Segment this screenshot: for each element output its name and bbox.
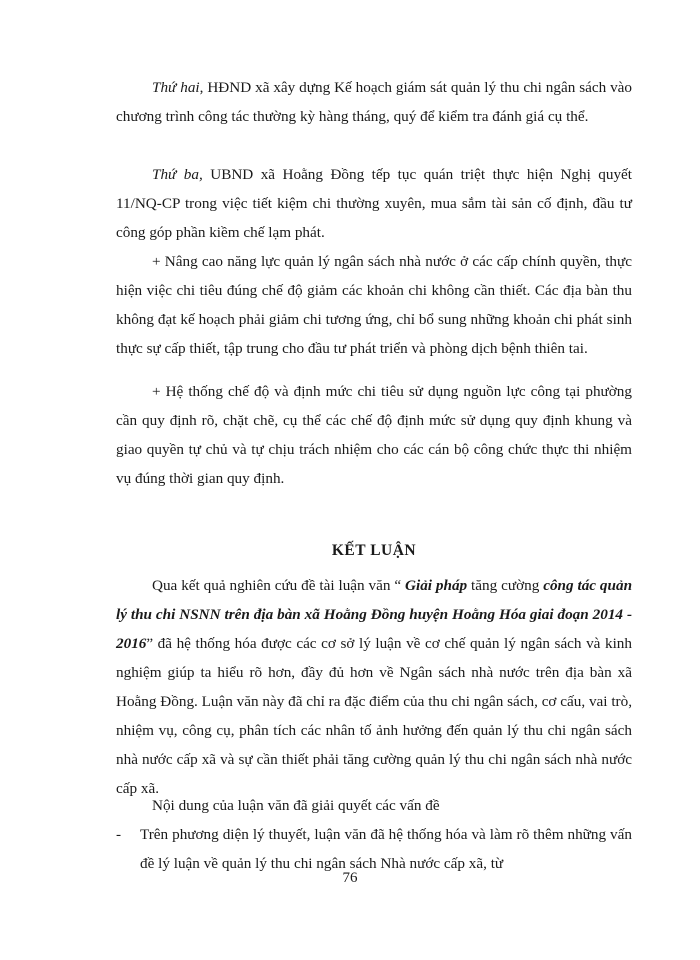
intro-pre: Qua kết quả nghiên cứu đề tài luận văn “ <box>152 577 406 594</box>
thesis-title-a: Giải pháp <box>405 577 468 594</box>
paragraph-he-thong: + Hệ thống chế độ và định mức chi tiêu sử dụng nguồn lực công tại phường cần quy định rõ, chặt chẽ, cụ thể các chế độ định mức sử dụng quy định khung và giao quyền tự chủ và tự chịu trách nhiệm cho các cán bộ công chức thực thi nhiệm vụ đúng thời gian quy định. <box>116 383 632 487</box>
conclusion-intro <box>116 571 632 803</box>
text-thu-hai: , HĐND xã xây dựng Kế hoạch giám sát quản lý thu chi ngân sách vào chương trình công tác thường kỳ hàng tháng, quý để kiểm tra đánh giá cụ thể. <box>116 79 633 125</box>
text-thu-ba: UBND xã Hoằng Đồng tếp tục quán triệt thực hiện Nghị quyết 11/NQ-CP trong việc tiết kiệm chi thường xuyên, mua sắm tài sản cố định, đầu tư công góp phần kiềm chế lạm phát. <box>116 166 632 241</box>
bullet-text: Trên phương diện lý thuyết, luận văn đã hệ thống hóa và làm rõ thêm những vấn đề lý luận về quản lý thu chi ngân sách Nhà nước cấp xã, từ <box>140 826 632 872</box>
content-line: Nội dung của luận văn đã giải quyết các vấn đề <box>152 797 440 814</box>
page-number: 76 <box>342 870 358 886</box>
conclusion-heading: KẾT LUẬN <box>331 542 417 559</box>
paragraph-thu-ba <box>116 160 632 247</box>
bullet-mark: - <box>116 826 122 843</box>
lead-thu-hai: Thứ hai <box>152 79 200 96</box>
paragraph-nang-cao: + Nâng cao năng lực quản lý ngân sách nhà nước ở các cấp chính quyền, thực hiện việc chi tiêu đúng chế độ giảm các khoản chi không cần thiết. Các địa bàn thu không đạt kế hoạch phải giảm chi tương ứng, chỉ bổ sung những khoản chi phát sinh thực sự cấp thiết, tập trung cho đầu tư phát triển và phòng dịch bệnh thiên tai. <box>116 253 632 357</box>
thesis-title-b: công tác quản lý thu chi NSNN trên địa bàn xã Hoằng Đồng huyện Hoằng Hóa giai đoạn 2014 - 2016 <box>116 577 633 652</box>
thesis-title-mid: tăng cường <box>467 577 544 594</box>
intro-post: ” đã hệ thống hóa được các cơ sở lý luận về cơ chế quản lý ngân sách và kinh nghiệm giúp ta hiểu rõ hơn, đầy đủ hơn về Ngân sách nhà nước trên địa bàn xã Hoằng Đồng. Luận văn này đã chỉ ra đặc điểm của thu chi ngân sách, cơ cấu, vai trò, nhiệm vụ, công cụ, phân tích các nhân tố ảnh hưởng đến quản lý thu chi ngân sách nhà nước cấp xã và sự cần thiết phải tăng cường quản lý thu chi ngân sách nhà nước cấp xã. <box>116 635 632 797</box>
paragraph-thu-hai <box>116 73 632 131</box>
lead-thu-ba: Thứ ba, <box>152 166 203 183</box>
